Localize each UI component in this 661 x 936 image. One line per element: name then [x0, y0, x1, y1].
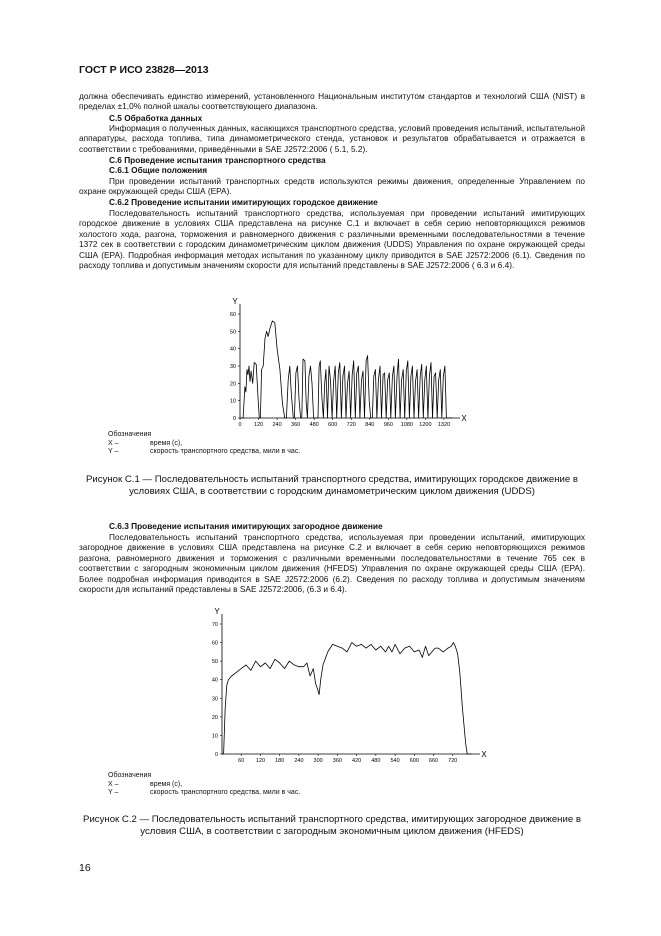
figure1-legend-y-key: Y –	[108, 448, 119, 456]
hfeds-y-tick-label: 30	[211, 696, 218, 703]
hfeds-y-tick-label: 60	[211, 640, 218, 647]
figure1-caption: Рисунок С.1 — Последовательность испытаний транспортного средства, имитирующих городское движение в условиях США, в соответствии с городским динамометрическим циклом движения (UDDS)	[86, 474, 578, 498]
udds-x-tick-label: 1080	[400, 422, 414, 428]
intro-paragraph: должна обеспечивать единство измерений, установленного Национальным институтом стандартов и технологий США (NIST) в пределах ±1,0% полной шкалы соответствующего диапазона.	[79, 91, 585, 112]
heading-c5: С.5 Обработка данных	[109, 113, 203, 123]
udds-y-axis-label: Y	[232, 297, 238, 306]
figure2-legend-y-text: скорость транспортного средства, мили в час.	[150, 789, 301, 797]
udds-x-tick-label: 960	[383, 422, 393, 428]
hfeds-x-tick-label: 240	[294, 758, 304, 764]
udds-x-tick-label: 1200	[419, 422, 432, 428]
hfeds-x-tick-label: 300	[313, 758, 323, 764]
udds-x-axis-label: X	[461, 414, 467, 423]
hfeds-x-axis-label: X	[481, 750, 487, 759]
paragraph-c62: Последовательность испытаний транспортного средства, используемая при проведении испытаний имитирующих городское движение в условиях США представлена на рисунке С.1 и включает в себя серию неповторяющихся режимов холостого хода, разгона, торможения и равномерного движения с различными временными последовательностями в течение 1372 сек в соответствии с городским динамометрическим циклом движения (UDDS) Управления по охране окружающей среды США (EPA). Подробная информация методах испытания по указанному циклу приводится в SAE J2572:2006 (6.1). Сведения по расходу топлива и допустимым значениям скорости для испытаний представлены в SAE J2572:2006 ( 6.3 и 6.4).	[79, 208, 585, 271]
udds-x-tick-label: 240	[272, 422, 282, 428]
hfeds-x-tick-label: 120	[255, 758, 266, 764]
paragraph-c63: Последовательность испытаний транспортного средства, используемая при проведении испытаний, имитирующих загородное движение в условиях США представлена на рисунке С.2 и включает в себя серию неповторяющихся режимов разгона, равномерного движения и торможения с различными временными последовательностями в течение 765 сек в соответствии с загородным экономичным циклом движения (HFEDS) Управления по охране окружающей среды США (EPA). Более подробная информация приводится в SAE J2572:2006 (6.2). Сведения по расходу топлива и допустимым значениям скорости для испытаний представлены в SAE J2572:2006, (6.3 и 6.4).	[79, 532, 585, 595]
hfeds-x-tick-label: 60	[238, 758, 245, 764]
udds-x-tick-label: 480	[309, 422, 319, 428]
hfeds-x-tick-label: 720	[448, 758, 458, 764]
hfeds-x-tick-label: 360	[332, 758, 342, 764]
hfeds-x-tick-label: 420	[352, 758, 362, 764]
figure1-legend-x-text: время (с),	[150, 439, 183, 447]
udds-x-tick-label: 1320	[437, 422, 451, 428]
hfeds-x-tick-label: 660	[428, 758, 439, 764]
heading-c6: С.6 Проведение испытания транспортного средства	[109, 155, 326, 165]
figure2-legend-y-key: Y –	[108, 789, 119, 797]
hfeds-x-tick-label: 600	[409, 758, 419, 764]
standard-header: ГОСТ Р ИСО 23828—2013	[79, 64, 209, 76]
hfeds-y-tick-label: 10	[211, 733, 218, 740]
hfeds-y-tick-label: 20	[211, 714, 218, 721]
udds-x-tick-label: 600	[328, 422, 338, 428]
figure1-legend-title: Обозначения	[108, 431, 152, 438]
udds-x-tick-label: 120	[253, 422, 264, 428]
heading-c63: С.6.3 Проведение испытания имитирующих загородное движение	[109, 521, 383, 531]
udds-x-tick-label: 720	[346, 422, 356, 428]
hfeds-y-tick-label: 70	[211, 622, 218, 628]
figure2-legend-x-key: Х –	[108, 780, 119, 788]
figure1-legend-x-key: Х –	[108, 439, 119, 447]
figure1-legend-y-text: скорость транспортного средства, мили в час.	[150, 448, 301, 456]
udds-x-tick-label: 0	[238, 422, 242, 428]
heading-c62: С.6.2 Проведение испытании имитирующих городское движение	[109, 197, 378, 207]
udds-y-tick-label: 0	[232, 416, 236, 422]
hfeds-y-tick-label: 0	[214, 752, 218, 758]
heading-c61: С.6.1 Общие положения	[109, 165, 208, 175]
figure1-legend	[108, 431, 300, 457]
udds-y-tick-label: 40	[229, 346, 236, 353]
udds-y-tick-label: 60	[229, 312, 236, 318]
udds-y-tick-label: 20	[229, 381, 236, 388]
hfeds-x-tick-label: 540	[390, 758, 400, 764]
figure2-legend-title: Обозначения	[108, 772, 152, 779]
page-number: 16	[79, 862, 91, 874]
udds-x-tick-label: 360	[291, 422, 301, 428]
figure2-legend-x-text: время (с),	[150, 780, 183, 788]
figure2-legend	[108, 772, 300, 798]
hfeds-y-axis-label: Y	[214, 607, 220, 616]
udds-x-tick-label: 840	[365, 422, 375, 428]
figure2-caption: Рисунок С.2 — Последовательность испытаний транспортного средства, имитирующих загородное движение в условия США, в соответствии с загородным экономичным циклом движения (HFEDS)	[83, 814, 581, 838]
hfeds-x-tick-label: 480	[371, 758, 381, 764]
hfeds-speed-line	[222, 643, 472, 754]
udds-y-tick-label: 10	[229, 398, 236, 405]
hfeds-chart	[200, 607, 490, 772]
udds-y-tick-label: 30	[229, 364, 236, 370]
udds-chart	[222, 296, 472, 431]
hfeds-y-tick-label: 40	[211, 677, 218, 684]
paragraph-c61: При проведении испытаний транспортных средств используются режимы движения, определенные Управлением по охране окружающей среды США (EPA).	[79, 176, 585, 197]
hfeds-y-tick-label: 50	[211, 659, 218, 666]
paragraph-c5: Информация о полученных данных, касающихся транспортного средства, условий проведения испытаний, испытательной аппаратуры, расхода топлива, типа динамометрического стенда, установок и результатов обрабатывается и отражается в соответствии с требованиями, приведёнными в SAE J2572:2006 ( 5.1, 5.2).	[79, 123, 585, 154]
hfeds-x-tick-label: 180	[275, 758, 285, 764]
udds-y-tick-label: 50	[229, 329, 236, 336]
udds-speed-line	[240, 321, 452, 418]
